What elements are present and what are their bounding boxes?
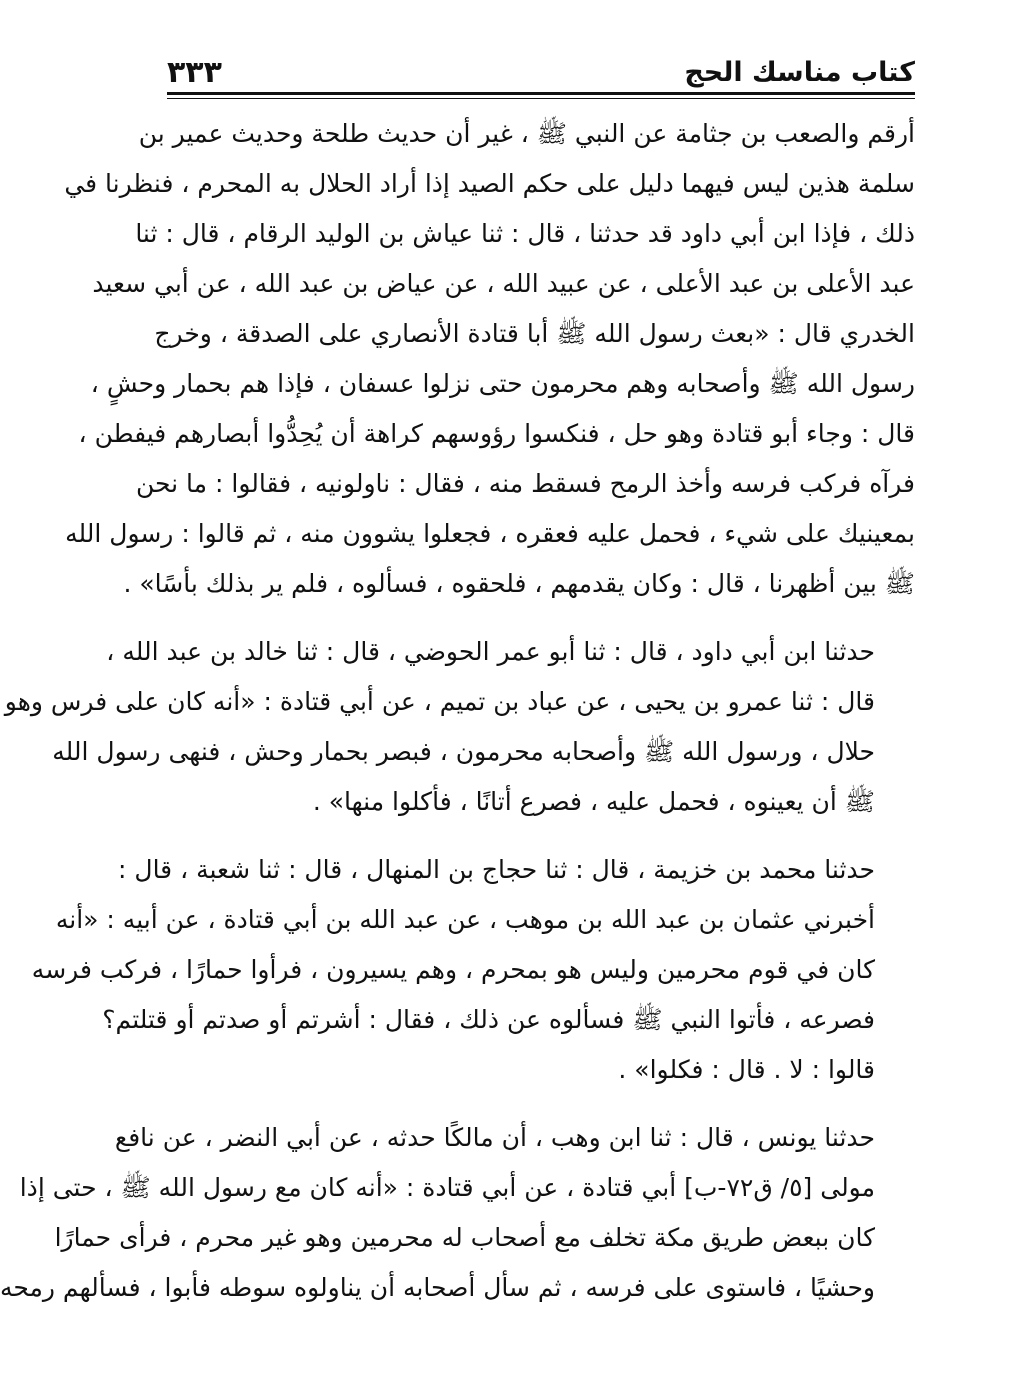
text-line: رسول الله ﷺ وأصحابه وهم محرمون حتى نزلوا عسفان ، فإذا هم بحمار وحشٍ ، [90, 369, 915, 398]
text-line: بمعينيك على شيء ، فحمل عليه فعقره ، فجعلوا يشوون منه ، ثم قالوا : رسول الله [65, 519, 915, 548]
text-line: مولى [٥/ ق٧٢-ب] أبي قتادة ، عن أبي قتادة : «أنه كان مع رسول الله ﷺ ، حتى إذا [19, 1173, 875, 1202]
paragraph-1 [64, 109, 915, 609]
book-page [0, 38, 915, 1338]
paragraph-3 [31, 845, 915, 1095]
text-line: فرآه فركب فرسه وأخذ الرمح فسقط منه ، فقال : ناولونيه ، فقالوا : ما نحن [135, 469, 915, 498]
text-line: حدثنا يونس ، قال : ثنا ابن وهب ، أن مالكًا حدثه ، عن أبي النضر ، عن نافع [114, 1123, 875, 1152]
text-line: كان ببعض طريق مكة تخلف مع أصحاب له محرمين وهو غير محرم ، فرأى حمارًا [54, 1223, 875, 1252]
text-line: أرقم والصعب بن جثامة عن النبي ﷺ ، غير أن حديث طلحة وحديث عمير بن [138, 119, 915, 148]
text-line: سلمة هذين ليس فيهما دليل على حكم الصيد إذا أراد الحلال به المحرم ، فنظرنا في [64, 169, 915, 198]
text-line: أخبرني عثمان بن عبد الله بن موهب ، عن عبد الله بن أبي قتادة ، عن أبيه : «أنه [55, 905, 875, 934]
running-title: كتاب مناسك الحج [684, 57, 915, 88]
text-line: قال : وجاء أبو قتادة وهو حل ، فنكسوا رؤوسهم كراهة أن يُحِدُّوا أبصارهم فيفطن ، [78, 419, 915, 448]
text-line: الخدري قال : «بعث رسول الله ﷺ أبا قتادة الأنصاري على الصدقة ، وخرج [154, 319, 915, 348]
paragraph-2 [4, 627, 915, 827]
text-line: ﷺ أن يعينوه ، فحمل عليه ، فصرع أتانًا ، فأكلوا منها» . [312, 787, 875, 816]
text-line: حدثنا ابن أبي داود ، قال : ثنا أبو عمر الحوضي ، قال : ثنا خالد بن عبد الله ، [106, 637, 875, 666]
text-line: وحشيًا ، فاستوى على فرسه ، ثم سأل أصحابه أن يناولوه سوطه فأبوا ، فسألهم رمحه [0, 1273, 875, 1302]
header-rule-thin [167, 98, 915, 99]
text-line: كان في قوم محرمين وليس هو بمحرم ، وهم يسيرون ، فرأوا حمارًا ، فركب فرسه [31, 955, 875, 984]
text-line: فصرعه ، فأتوا النبي ﷺ فسألوه عن ذلك ، فقال : أشرتم أو صدتم أو قتلتم؟ [102, 1005, 875, 1034]
text-line: قال : ثنا عمرو بن يحيى ، عن عباد بن تميم ، عن أبي قتادة : «أنه كان على فرس وهو [4, 687, 875, 716]
text-line: حلال ، ورسول الله ﷺ وأصحابه محرمون ، فبصر بحمار وحش ، فنهى رسول الله [52, 737, 875, 766]
text-line: حدثنا محمد بن خزيمة ، قال : ثنا حجاج بن المنهال ، قال : ثنا شعبة ، قال : [118, 855, 875, 884]
page-number: ٣٣٣ [167, 55, 222, 90]
text-line: قالوا : لا . قال : فكلوا» . [618, 1055, 875, 1084]
text-line: ذلك ، فإذا ابن أبي داود قد حدثنا ، قال : ثنا عياش بن الوليد الرقام ، قال : ثنا [135, 219, 915, 248]
text-line: ﷺ بين أظهرنا ، قال : وكان يقدمهم ، فلحقوه ، فسألوه ، فلم ير بذلك بأسًا» . [123, 569, 915, 598]
page-body [0, 109, 915, 1313]
paragraph-4 [0, 1113, 915, 1313]
header-rule-thick [167, 92, 915, 95]
page-header [167, 38, 915, 90]
text-line: عبد الأعلى بن عبد الأعلى ، عن عبيد الله ، عن عياض بن عبد الله ، عن أبي سعيد [92, 269, 915, 298]
